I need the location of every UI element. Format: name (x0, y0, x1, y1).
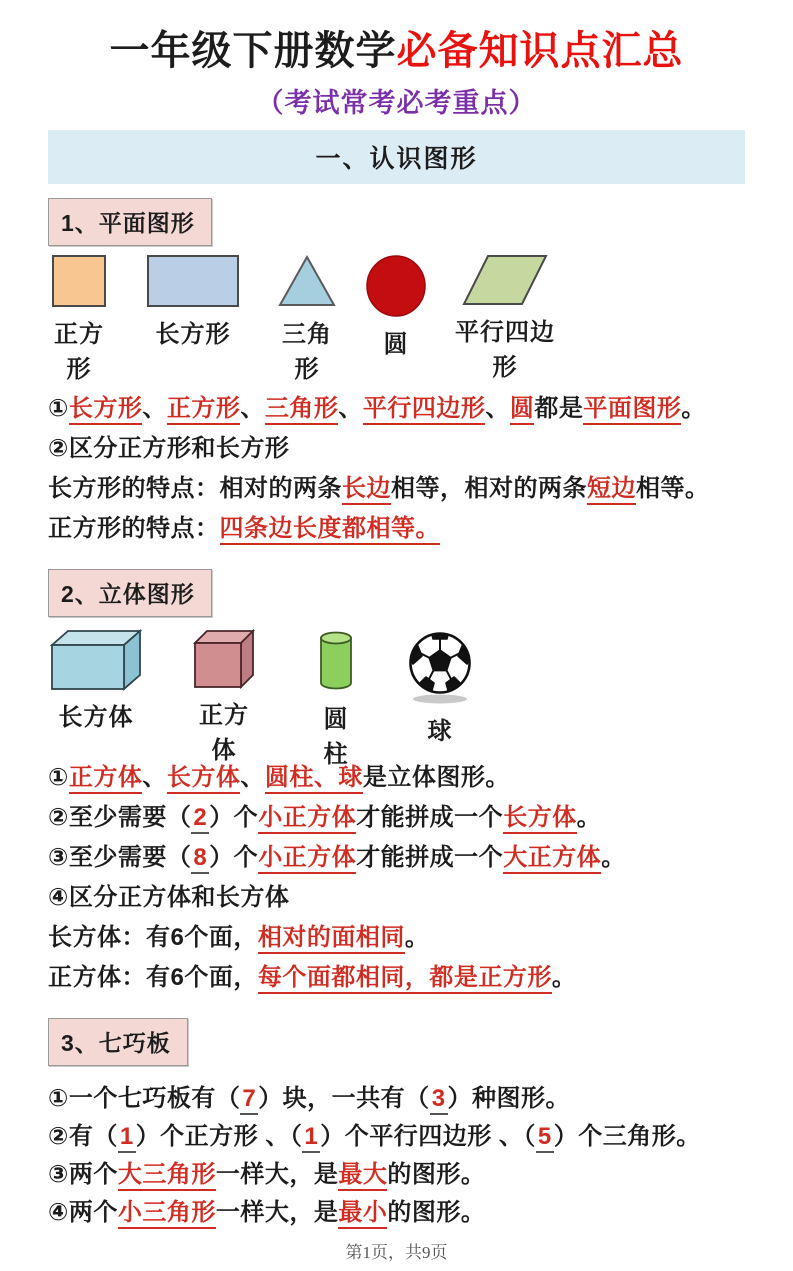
worksheet-page (0, 26, 793, 1271)
page-title-black: 一年级下册数学 (109, 29, 397, 73)
page-title-red: 必备知识点汇总 (396, 29, 684, 73)
tangram-notes (48, 1085, 745, 1226)
shape-label: 圆 (383, 331, 409, 358)
shape-cylinder (312, 629, 360, 769)
cuboid-icon (50, 629, 142, 691)
page-title (48, 26, 745, 76)
solid-shapes-row (48, 629, 745, 768)
text-line: ④两个小三角形一样大，是最小的图形。 (48, 1199, 745, 1226)
shape-label: 平行四边形 (455, 319, 555, 381)
shape-label: 圆柱 (323, 706, 349, 768)
shape-label: 三角形 (282, 321, 332, 383)
rectangle-icon (146, 254, 240, 308)
text-line: ④区分正方体和长方体 (48, 884, 290, 911)
badge-tangram: 3、七巧板 (48, 1018, 188, 1066)
shape-rectangle (145, 254, 241, 349)
cylinder-icon (317, 629, 355, 693)
text-line: ③两个大三角形一样大，是最大的图形。 (48, 1161, 745, 1188)
text-line: ①一个七巧板有（7）块，一共有（3）种图形。 (48, 1085, 745, 1112)
badge-solid-shapes: 2、立体图形 (48, 569, 212, 617)
shape-circle (364, 254, 428, 359)
page-number: 第1页，共9页 (345, 1243, 448, 1262)
soccer-ball-icon (402, 629, 478, 705)
flat-shapes-notes (48, 395, 745, 542)
flat-shapes-row (48, 254, 745, 382)
text-line: ①长方形、正方形、三角形、平行四边形、圆都是平面图形。 (48, 395, 745, 422)
shape-label: 正方形 (54, 321, 104, 383)
shape-label: 长方体 (58, 704, 134, 731)
section-header: 一、认识图形 (48, 130, 745, 184)
text-line: ②至少需要（2）个小正方体才能拼成一个长方体。 (48, 804, 745, 831)
shape-triangle (274, 254, 340, 384)
shape-square (48, 254, 110, 384)
text-line: 长方形的特点：相对的两条长边相等，相对的两条短边相等。 (48, 475, 745, 502)
shape-cube (188, 629, 260, 765)
shape-label: 正方体 (199, 702, 249, 764)
text-line: 正方体：有6个面，每个面都相同，都是正方形。 (48, 964, 745, 991)
triangle-icon (277, 254, 337, 308)
text-line: ③至少需要（8）个小正方体才能拼成一个大正方体。 (48, 844, 745, 871)
shape-label: 长方形 (155, 321, 231, 348)
circle-icon (365, 254, 427, 318)
text-line: ②有（1）个正方形 、（1）个平行四边形 、（5）个三角形。 (48, 1123, 745, 1150)
text-line: ②区分正方形和长方形 (48, 435, 290, 462)
text-line: 长方体：有6个面，相对的面相同。 (48, 924, 745, 951)
text-line: 正方形的特点：四条边长度都相等。 (48, 515, 745, 542)
badge-flat-shapes: 1、平面图形 (48, 198, 212, 246)
solid-shapes-notes (48, 764, 745, 991)
shape-sphere (400, 629, 480, 746)
shape-label: 球 (427, 718, 453, 745)
page-subtitle: （考试常考必考重点） (256, 88, 537, 118)
cube-icon (193, 629, 255, 689)
shape-parallelogram (453, 254, 557, 382)
text-line: ①正方体、长方体、圆柱、球是立体图形。 (48, 764, 745, 791)
shape-cuboid (48, 629, 144, 732)
square-icon (51, 254, 107, 308)
parallelogram-icon (462, 254, 548, 306)
